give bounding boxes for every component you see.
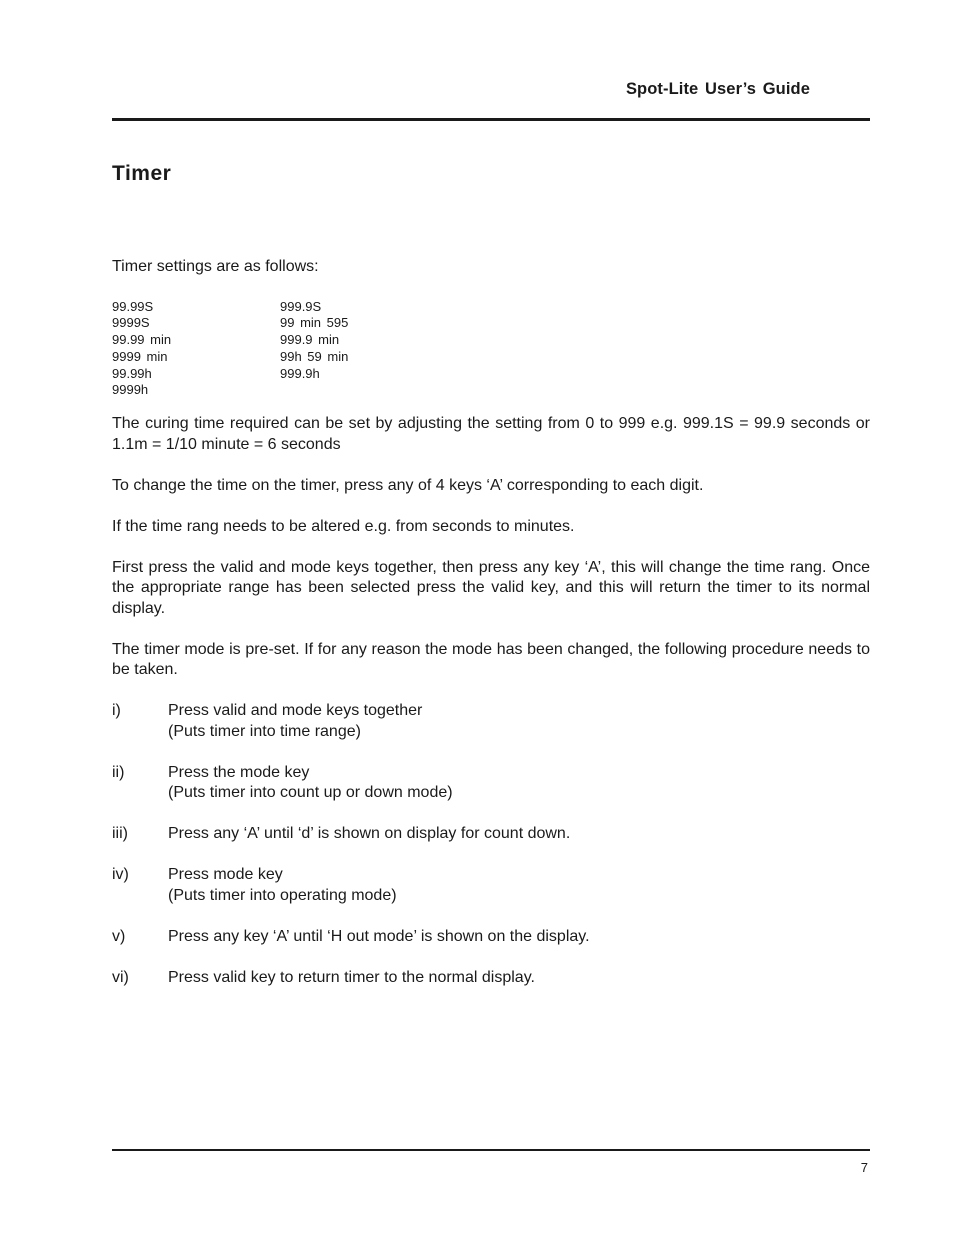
section-title: Timer	[112, 162, 172, 185]
step-text: Press mode key	[168, 866, 283, 884]
setting-item: 999.9h	[280, 365, 320, 381]
paragraph: First press the valid and mode keys together, then press any key ‘A’, this will change the time rang. Once the appropriate range has been selected press the valid key, and this will return the timer to its normal display.	[112, 558, 870, 617]
step-number: v)	[112, 927, 126, 945]
setting-item: 99.99S	[112, 298, 154, 314]
setting-item: 99.99h	[112, 365, 152, 381]
step-text: Press any ‘A’ until ‘d’ is shown on display for count down.	[168, 825, 571, 843]
step-number: i)	[112, 702, 121, 720]
step-body	[168, 927, 870, 948]
step-text: Press valid key to return timer to the normal display.	[168, 968, 535, 986]
setting-item: 9999 min	[112, 348, 168, 364]
step-body	[168, 824, 870, 845]
running-header: Spot-Lite User’s Guide	[625, 80, 810, 98]
setting-item: 99h 59 min	[280, 348, 349, 364]
step-note: (Puts timer into count up or down mode)	[168, 784, 453, 802]
setting-item: 999.9 min	[280, 332, 340, 348]
step-number: ii)	[112, 763, 125, 781]
step-number: iii)	[112, 825, 128, 843]
setting-item: 9999h	[112, 382, 149, 398]
step-number: vi)	[112, 968, 129, 986]
setting-item: 999.9S	[280, 298, 322, 314]
procedure-step	[112, 763, 870, 804]
intro-text: Timer settings are as follows:	[112, 258, 319, 275]
procedure-steps	[112, 701, 870, 988]
step-body	[168, 701, 870, 742]
step-text: Press any key ‘A’ until ‘H out mode’ is shown on the display.	[168, 927, 590, 945]
paragraph: To change the time on the timer, press any of 4 keys ‘A’ corresponding to each digit.	[112, 476, 704, 494]
step-text: Press valid and mode keys together	[168, 702, 423, 720]
procedure-step	[112, 824, 870, 845]
step-body	[168, 763, 870, 804]
step-body	[168, 865, 870, 906]
step-number: iv)	[112, 866, 129, 884]
header-rule	[112, 118, 870, 121]
step-note: (Puts timer into time range)	[168, 722, 361, 740]
step-text: Press the mode key	[168, 763, 310, 781]
setting-item: 99.99 min	[112, 332, 172, 348]
step-body	[168, 968, 870, 989]
page-content	[112, 257, 870, 1009]
paragraph: The timer mode is pre-set. If for any reason the mode has been changed, the following procedure needs to be taken.	[112, 640, 870, 679]
timer-settings-list	[112, 299, 870, 400]
settings-column-2	[280, 299, 448, 400]
procedure-step	[112, 927, 870, 948]
procedure-step	[112, 865, 870, 906]
footer-rule	[112, 1149, 870, 1151]
settings-column-1	[112, 299, 280, 400]
page-number: 7	[860, 1160, 868, 1175]
setting-item: 99 min 595	[280, 315, 349, 331]
procedure-step	[112, 968, 870, 989]
step-note: (Puts timer into operating mode)	[168, 886, 397, 904]
setting-item: 9999S	[112, 315, 150, 331]
paragraph: If the time rang needs to be altered e.g. from seconds to minutes.	[112, 517, 575, 535]
procedure-step	[112, 701, 870, 742]
paragraph: The curing time required can be set by adjusting the setting from 0 to 999 e.g. 999.1S = 99.9 seconds or 1.1m = 1/10 minute = 6 seconds	[112, 415, 870, 453]
